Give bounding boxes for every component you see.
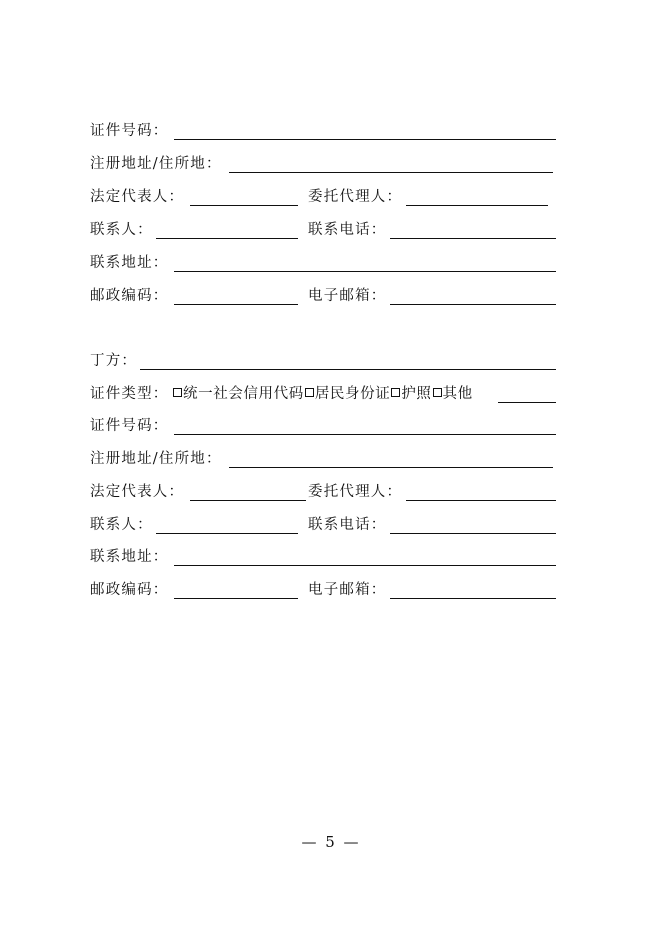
phone-field[interactable] [390,238,556,239]
option-id-card: 居民身份证 [314,386,391,402]
id-type-options [172,383,473,405]
party-d-field[interactable] [140,369,556,370]
contact-address-field-2[interactable] [174,565,556,566]
reg-address-row-2 [90,448,560,470]
contact-address-row-2 [90,546,560,568]
reg-address-field-2[interactable] [229,467,553,468]
contact-field[interactable] [156,238,298,239]
phone-label-2: 联系电话： [308,517,387,533]
page-number: — 5 — [301,833,361,851]
id-type-other-field[interactable] [498,402,556,403]
contact-label-2: 联系人： [90,517,153,533]
reg-address-field[interactable] [229,172,553,173]
legal-rep-label-2: 法定代表人： [90,484,185,500]
legal-rep-label: 法定代表人： [90,189,185,205]
legal-rep-field-2[interactable] [190,500,306,501]
phone-field-2[interactable] [390,533,556,534]
postcode-row-2 [90,579,560,601]
checkbox-id-card[interactable] [305,388,314,397]
id-number-label: 证件号码： [90,123,169,139]
option-credit-code: 统一社会信用代码 [183,386,304,402]
reg-address-label: 注册地址/住所地： [90,156,222,172]
reg-address-row [90,153,560,175]
postcode-label: 邮政编码： [90,288,169,304]
option-other: 其他 [442,386,473,402]
option-passport: 护照 [401,386,432,402]
checkbox-other[interactable] [433,388,442,397]
id-number-field-2[interactable] [174,434,556,435]
id-number-label-2: 证件号码： [90,418,169,434]
contact-label: 联系人： [90,222,153,238]
legal-rep-row-2 [90,481,560,503]
checkbox-credit-code[interactable] [173,388,182,397]
id-type-row [90,383,560,405]
checkbox-passport[interactable] [391,388,400,397]
legal-rep-field[interactable] [190,205,298,206]
email-field-2[interactable] [390,598,556,599]
postcode-field-2[interactable] [174,598,298,599]
email-label-2: 电子邮箱： [308,582,387,598]
postcode-row [90,285,560,307]
contact-address-row [90,252,560,274]
legal-rep-row [90,186,560,208]
contact-row [90,219,560,241]
id-number-row-2 [90,415,560,437]
reg-address-label-2: 注册地址/住所地： [90,451,222,467]
id-type-label: 证件类型： [90,386,169,402]
contact-row-2 [90,514,560,536]
party-d-label: 丁方： [90,353,138,369]
postcode-label-2: 邮政编码： [90,582,169,598]
contact-address-label: 联系地址： [90,255,169,271]
email-field[interactable] [390,304,556,305]
contact-address-field[interactable] [174,271,556,272]
contact-field-2[interactable] [156,533,298,534]
phone-label: 联系电话： [308,222,387,238]
id-number-row [90,120,560,142]
agent-field[interactable] [406,205,548,206]
email-label: 电子邮箱： [308,288,387,304]
agent-label-2: 委托代理人： [308,484,403,500]
id-number-field[interactable] [174,139,556,140]
postcode-field[interactable] [174,304,298,305]
agent-field-2[interactable] [406,500,556,501]
party-d-row [90,350,560,372]
agent-label: 委托代理人： [308,189,403,205]
contact-address-label-2: 联系地址： [90,549,169,565]
